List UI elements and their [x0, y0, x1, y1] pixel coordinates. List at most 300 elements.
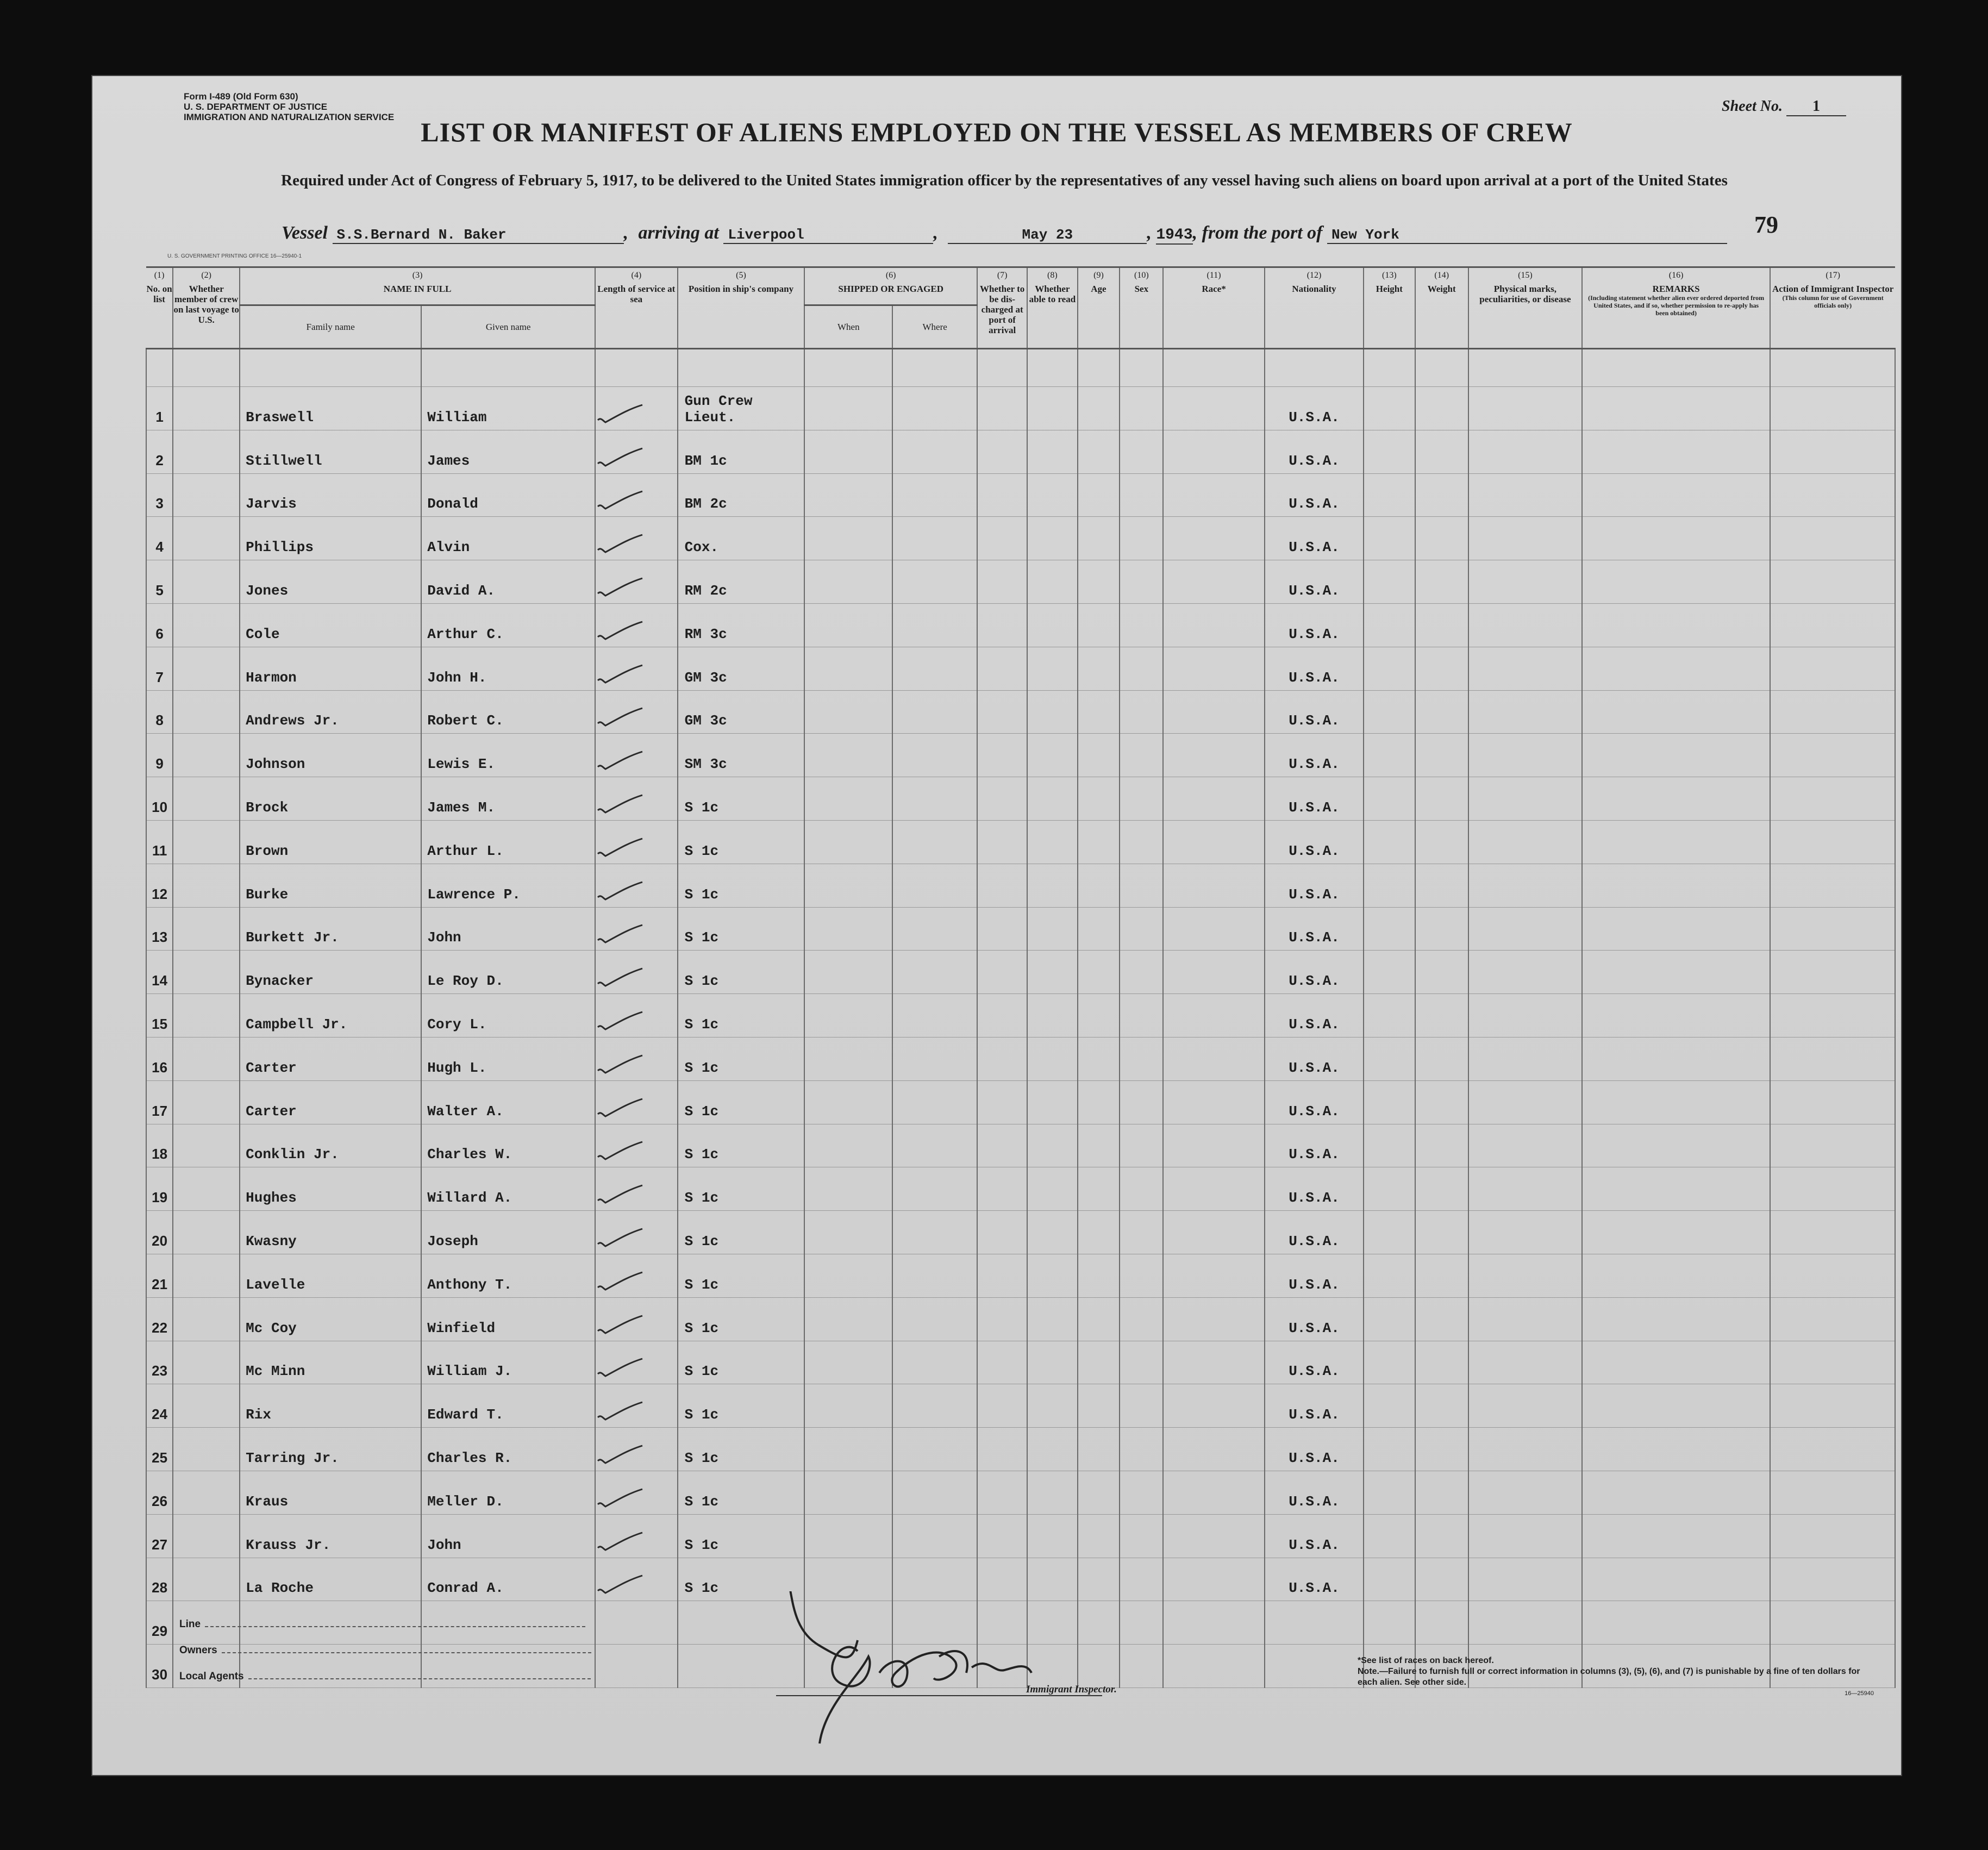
remarks-cell [1582, 603, 1770, 647]
height-cell [1364, 1167, 1415, 1211]
family-name: Mc Coy [240, 1297, 421, 1341]
discharged-cell [977, 1037, 1027, 1080]
marks-cell [1468, 994, 1582, 1038]
inspector-action-cell [1770, 1167, 1895, 1211]
position: GM 3c [678, 647, 805, 690]
height-cell [1364, 690, 1415, 734]
form-code: 16—25940 [1845, 1690, 1874, 1697]
last-voyage-cell [173, 647, 240, 690]
checkmark-icon [596, 838, 645, 859]
nationality: U.S.A. [1265, 690, 1364, 734]
vessel-value: S.S.Bernard N. Baker [333, 227, 624, 244]
marks-cell [1468, 647, 1582, 690]
family-name: Braswell [240, 387, 421, 430]
sex-cell [1120, 647, 1163, 690]
nationality: U.S.A. [1265, 1297, 1364, 1341]
remarks-cell [1582, 1037, 1770, 1080]
inspector-action-cell [1770, 951, 1895, 994]
table-row [146, 1211, 1895, 1254]
height-cell [1364, 1341, 1415, 1384]
remarks-cell [1582, 907, 1770, 951]
weight-cell [1415, 560, 1468, 604]
read-cell [1027, 1124, 1077, 1167]
when-cell [804, 1428, 892, 1471]
read-cell [1027, 864, 1077, 907]
inspector-action-cell [1770, 517, 1895, 560]
col-shipped-engaged: (6) SHIPPED OR ENGAGED [804, 267, 977, 305]
service-tick-cell [595, 603, 678, 647]
weight-cell [1415, 1341, 1468, 1384]
service-tick-cell [595, 1341, 678, 1384]
height-cell [1364, 1124, 1415, 1167]
marks-cell [1468, 820, 1582, 864]
sheet-number [1722, 98, 1846, 116]
remarks-cell [1582, 517, 1770, 560]
age-cell [1078, 994, 1120, 1038]
where-cell [892, 1428, 977, 1471]
service-tick-cell [595, 1471, 678, 1514]
remarks-cell [1582, 647, 1770, 690]
sex-cell [1120, 560, 1163, 604]
marks-cell [1468, 1211, 1582, 1254]
position: RM 2c [678, 560, 805, 604]
service-tick-cell [595, 864, 678, 907]
height-cell [1364, 560, 1415, 604]
age-cell [1078, 1341, 1120, 1384]
table-row [146, 1080, 1895, 1124]
height-cell [1364, 1514, 1415, 1558]
race-cell [1163, 864, 1265, 907]
remarks-cell [1582, 690, 1770, 734]
sex-cell [1120, 1037, 1163, 1080]
age-cell [1078, 1254, 1120, 1297]
inspector-action-cell [1770, 994, 1895, 1038]
weight-cell [1415, 907, 1468, 951]
checkmark-icon [596, 881, 645, 903]
immigrant-inspector-label: Immigrant Inspector. [1026, 1684, 1117, 1695]
when-cell [804, 864, 892, 907]
remarks-cell [1582, 951, 1770, 994]
sex-cell [1120, 1211, 1163, 1254]
where-cell [892, 603, 977, 647]
service-tick-cell [595, 1297, 678, 1341]
sex-cell [1120, 1384, 1163, 1428]
height-cell [1364, 820, 1415, 864]
col-family-name: Family name [240, 305, 421, 349]
col-discharged: (7) Whether to be dis-charged at port of arrival [977, 267, 1027, 349]
arrival-date: May 23 [948, 227, 1147, 244]
list-number: 22 [146, 1297, 173, 1341]
table-row [146, 1341, 1895, 1384]
inspector-action-cell [1770, 734, 1895, 777]
list-number: 15 [146, 994, 173, 1038]
list-number: 29 [146, 1601, 173, 1645]
age-cell [1078, 777, 1120, 821]
last-voyage-cell [173, 1037, 240, 1080]
discharged-cell [977, 994, 1027, 1038]
remarks-cell [1582, 820, 1770, 864]
penalty-note: Note.—Failure to furnish full or correct information in columns (3), (5), (6), and (7) is punishable by a fine of ten dollars for each alien. See other side. [1358, 1667, 1860, 1687]
discharged-cell [977, 690, 1027, 734]
remarks-cell [1582, 1080, 1770, 1124]
age-cell [1078, 1037, 1120, 1080]
service-tick-cell [595, 647, 678, 690]
table-row [146, 994, 1895, 1038]
age-cell [1078, 1124, 1120, 1167]
list-number: 9 [146, 734, 173, 777]
col-height: (13) Height [1364, 267, 1415, 349]
position: S 1c [678, 1080, 805, 1124]
discharged-cell [977, 734, 1027, 777]
discharged-cell [977, 517, 1027, 560]
checkmark-icon [596, 447, 645, 469]
remarks-cell [1582, 1211, 1770, 1254]
position: S 1c [678, 864, 805, 907]
when-cell [804, 647, 892, 690]
checkmark-icon [596, 751, 645, 772]
remarks-cell [1582, 473, 1770, 517]
inspector-action-cell [1770, 1254, 1895, 1297]
nationality: U.S.A. [1265, 1124, 1364, 1167]
list-number: 8 [146, 690, 173, 734]
service-tick-cell [595, 1211, 678, 1254]
service-name: IMMIGRATION AND NATURALIZATION SERVICE [184, 112, 395, 122]
list-number: 11 [146, 820, 173, 864]
service-tick-cell [595, 951, 678, 994]
position: S 1c [678, 1341, 805, 1384]
family-name: Burkett Jr. [240, 907, 421, 951]
col-physical-marks: (15) Physical marks, peculiarities, or disease [1468, 267, 1582, 349]
race-cell [1163, 777, 1265, 821]
service-tick-cell [595, 1514, 678, 1558]
remarks-cell [1582, 1428, 1770, 1471]
page-subtitle: Required under Act of Congress of February 5, 1917, to be delivered to the United States immigration officer by the representatives of any vessel having such aliens on board upon arrival at a port of the United States [281, 172, 1728, 189]
remarks-cell [1582, 1124, 1770, 1167]
marks-cell [1468, 1428, 1582, 1471]
list-number: 19 [146, 1167, 173, 1211]
read-cell [1027, 1384, 1077, 1428]
given-name: Meller D. [421, 1471, 595, 1514]
table-row [146, 1297, 1895, 1341]
checkmark-icon [596, 1141, 645, 1162]
where-cell [892, 1037, 977, 1080]
nationality: U.S.A. [1265, 1384, 1364, 1428]
age-cell [1078, 647, 1120, 690]
sex-cell [1120, 734, 1163, 777]
age-cell [1078, 560, 1120, 604]
height-cell [1364, 1471, 1415, 1514]
weight-cell [1415, 1080, 1468, 1124]
last-voyage-cell [173, 430, 240, 473]
race-cell [1163, 994, 1265, 1038]
discharged-cell [977, 820, 1027, 864]
list-number: 4 [146, 517, 173, 560]
last-voyage-cell [173, 994, 240, 1038]
where-cell [892, 1384, 977, 1428]
discharged-cell [977, 907, 1027, 951]
service-tick-cell [595, 1601, 678, 1645]
age-cell [1078, 387, 1120, 430]
col-remarks: (16) REMARKS (Including statement whether alien ever ordered deported from United States, and if so, whether permission to re-apply has been obtained) [1582, 267, 1770, 349]
when-cell [804, 387, 892, 430]
last-voyage-cell [173, 951, 240, 994]
position: S 1c [678, 1037, 805, 1080]
nationality: U.S.A. [1265, 1514, 1364, 1558]
last-voyage-cell [173, 777, 240, 821]
sex-cell [1120, 777, 1163, 821]
nationality: U.S.A. [1265, 517, 1364, 560]
checkmark-icon [596, 621, 645, 642]
remarks-cell [1582, 777, 1770, 821]
family-name: Stillwell [240, 430, 421, 473]
checkmark-icon [596, 1054, 645, 1076]
weight-cell [1415, 1297, 1468, 1341]
weight-cell [1415, 1514, 1468, 1558]
table-row [146, 820, 1895, 864]
where-cell [892, 690, 977, 734]
position: S 1c [678, 1558, 805, 1601]
marks-cell [1468, 1124, 1582, 1167]
inspector-action-cell [1770, 1428, 1895, 1471]
last-voyage-cell [173, 1514, 240, 1558]
read-cell [1027, 473, 1077, 517]
height-cell [1364, 907, 1415, 951]
nationality [1265, 1601, 1364, 1645]
position: S 1c [678, 994, 805, 1038]
where-cell [892, 1167, 977, 1211]
given-name: Alvin [421, 517, 595, 560]
discharged-cell [977, 951, 1027, 994]
when-cell [804, 734, 892, 777]
sheet-number-label: Sheet No. [1722, 98, 1783, 115]
height-cell [1364, 647, 1415, 690]
remarks-cell [1582, 1384, 1770, 1428]
marks-cell [1468, 1514, 1582, 1558]
height-cell [1364, 1080, 1415, 1124]
given-name: Walter A. [421, 1080, 595, 1124]
given-name: Arthur C. [421, 603, 595, 647]
discharged-cell [977, 777, 1027, 821]
read-cell [1027, 1211, 1077, 1254]
read-cell [1027, 951, 1077, 994]
race-cell [1163, 430, 1265, 473]
height-cell [1364, 951, 1415, 994]
col-last-voyage: (2) Whether member of crew on last voyage to U.S. [173, 267, 240, 349]
remarks-cell [1582, 430, 1770, 473]
col-able-to-read: (8) Whether able to read [1027, 267, 1077, 349]
position: SM 3c [678, 734, 805, 777]
discharged-cell [977, 1124, 1027, 1167]
remarks-cell [1582, 1558, 1770, 1601]
checkmark-icon [596, 1532, 645, 1553]
marks-cell [1468, 603, 1582, 647]
given-name: Conrad A. [421, 1558, 595, 1601]
when-cell [804, 1341, 892, 1384]
discharged-cell [977, 1384, 1027, 1428]
given-name: Lewis E. [421, 734, 595, 777]
read-cell [1027, 647, 1077, 690]
nationality: U.S.A. [1265, 994, 1364, 1038]
inspector-action-cell [1770, 1558, 1895, 1601]
table-row [146, 1124, 1895, 1167]
weight-cell [1415, 1211, 1468, 1254]
given-name: William J. [421, 1341, 595, 1384]
marks-cell [1468, 1080, 1582, 1124]
position: S 1c [678, 1124, 805, 1167]
given-name: Anthony T. [421, 1254, 595, 1297]
family-name: Jones [240, 560, 421, 604]
read-cell [1027, 994, 1077, 1038]
last-voyage-cell [173, 560, 240, 604]
checkmark-icon [596, 1358, 645, 1379]
where-cell [892, 430, 977, 473]
weight-cell [1415, 1384, 1468, 1428]
when-cell [804, 690, 892, 734]
inspector-action-cell [1770, 1471, 1895, 1514]
col-where: Where [892, 305, 977, 349]
height-cell [1364, 1558, 1415, 1601]
discharged-cell [977, 473, 1027, 517]
nationality: U.S.A. [1265, 647, 1364, 690]
race-cell [1163, 1124, 1265, 1167]
race-cell [1163, 1037, 1265, 1080]
service-tick-cell [595, 430, 678, 473]
height-cell [1364, 603, 1415, 647]
race-cell [1163, 603, 1265, 647]
marks-cell [1468, 517, 1582, 560]
checkmark-icon [596, 534, 645, 555]
checkmark-icon [596, 1574, 645, 1596]
last-voyage-cell [173, 1254, 240, 1297]
form-number: Form I-489 (Old Form 630) [184, 91, 298, 102]
nationality: U.S.A. [1265, 1254, 1364, 1297]
read-cell [1027, 734, 1077, 777]
nationality: U.S.A. [1265, 1037, 1364, 1080]
race-cell [1163, 473, 1265, 517]
weight-cell [1415, 647, 1468, 690]
when-cell [804, 994, 892, 1038]
nationality: U.S.A. [1265, 1428, 1364, 1471]
where-cell [892, 1471, 977, 1514]
given-name: Donald [421, 473, 595, 517]
nationality: U.S.A. [1265, 734, 1364, 777]
weight-cell [1415, 1558, 1468, 1601]
race-cell [1163, 1384, 1265, 1428]
age-cell [1078, 1428, 1120, 1471]
weight-cell [1415, 430, 1468, 473]
position: S 1c [678, 820, 805, 864]
list-number: 6 [146, 603, 173, 647]
races-note: *See list of races on back hereof. [1358, 1656, 1494, 1665]
race-cell [1163, 1167, 1265, 1211]
footer-line-field: Line [179, 1618, 585, 1630]
nationality: U.S.A. [1265, 1211, 1364, 1254]
discharged-cell [977, 1341, 1027, 1384]
age-cell [1078, 820, 1120, 864]
remarks-cell [1582, 560, 1770, 604]
printer-imprint: U. S. GOVERNMENT PRINTING OFFICE 16—25940-1 [167, 253, 302, 259]
discharged-cell [977, 1297, 1027, 1341]
last-voyage-cell [173, 1211, 240, 1254]
where-cell [892, 1254, 977, 1297]
when-cell [804, 1254, 892, 1297]
given-name: Charles W. [421, 1124, 595, 1167]
checkmark-icon [596, 1271, 645, 1293]
remarks-cell [1582, 1254, 1770, 1297]
last-voyage-cell [173, 517, 240, 560]
sex-cell [1120, 907, 1163, 951]
sex-cell [1120, 690, 1163, 734]
col-list-number: (1) No. on list [146, 267, 173, 349]
checkmark-icon [596, 1011, 645, 1033]
given-name: Robert C. [421, 690, 595, 734]
position: BM 2c [678, 473, 805, 517]
last-voyage-cell [173, 1428, 240, 1471]
inspector-action-cell [1770, 647, 1895, 690]
col-name-in-full: (3) NAME IN FULL [240, 267, 595, 305]
height-cell [1364, 777, 1415, 821]
table-row [146, 734, 1895, 777]
last-voyage-cell [173, 690, 240, 734]
remarks-cell [1582, 387, 1770, 430]
sex-cell [1120, 1514, 1163, 1558]
when-cell [804, 473, 892, 517]
table-row [146, 647, 1895, 690]
weight-cell [1415, 1167, 1468, 1211]
height-cell [1364, 994, 1415, 1038]
discharged-cell [977, 647, 1027, 690]
from-port-label: from the port of [1202, 223, 1323, 243]
race-cell [1163, 1471, 1265, 1514]
position: BM 1c [678, 430, 805, 473]
nationality: U.S.A. [1265, 560, 1364, 604]
arrival-year: 1943 [1156, 227, 1193, 243]
col-when: When [804, 305, 892, 349]
col-race: (11) Race* [1163, 267, 1265, 349]
discharged-cell [977, 1167, 1027, 1211]
height-cell [1364, 1254, 1415, 1297]
age-cell [1078, 1167, 1120, 1211]
race-cell [1163, 951, 1265, 994]
table-row [146, 690, 1895, 734]
list-number: 17 [146, 1080, 173, 1124]
col-age: (9) Age [1078, 267, 1120, 349]
nationality: U.S.A. [1265, 777, 1364, 821]
checkmark-icon [596, 577, 645, 599]
nationality: U.S.A. [1265, 603, 1364, 647]
read-cell [1027, 1428, 1077, 1471]
given-name: David A. [421, 560, 595, 604]
age-cell [1078, 1471, 1120, 1514]
read-cell [1027, 820, 1077, 864]
list-number: 7 [146, 647, 173, 690]
when-cell [804, 1514, 892, 1558]
nationality: U.S.A. [1265, 1341, 1364, 1384]
where-cell [892, 1514, 977, 1558]
race-cell [1163, 517, 1265, 560]
family-name: Rix [240, 1384, 421, 1428]
when-cell [804, 777, 892, 821]
discharged-cell [977, 1254, 1027, 1297]
inspector-action-cell [1770, 430, 1895, 473]
read-cell [1027, 517, 1077, 560]
given-name: Cory L. [421, 994, 595, 1038]
list-number: 26 [146, 1471, 173, 1514]
when-cell [804, 430, 892, 473]
marks-cell [1468, 907, 1582, 951]
nationality: U.S.A. [1265, 1080, 1364, 1124]
position: S 1c [678, 777, 805, 821]
